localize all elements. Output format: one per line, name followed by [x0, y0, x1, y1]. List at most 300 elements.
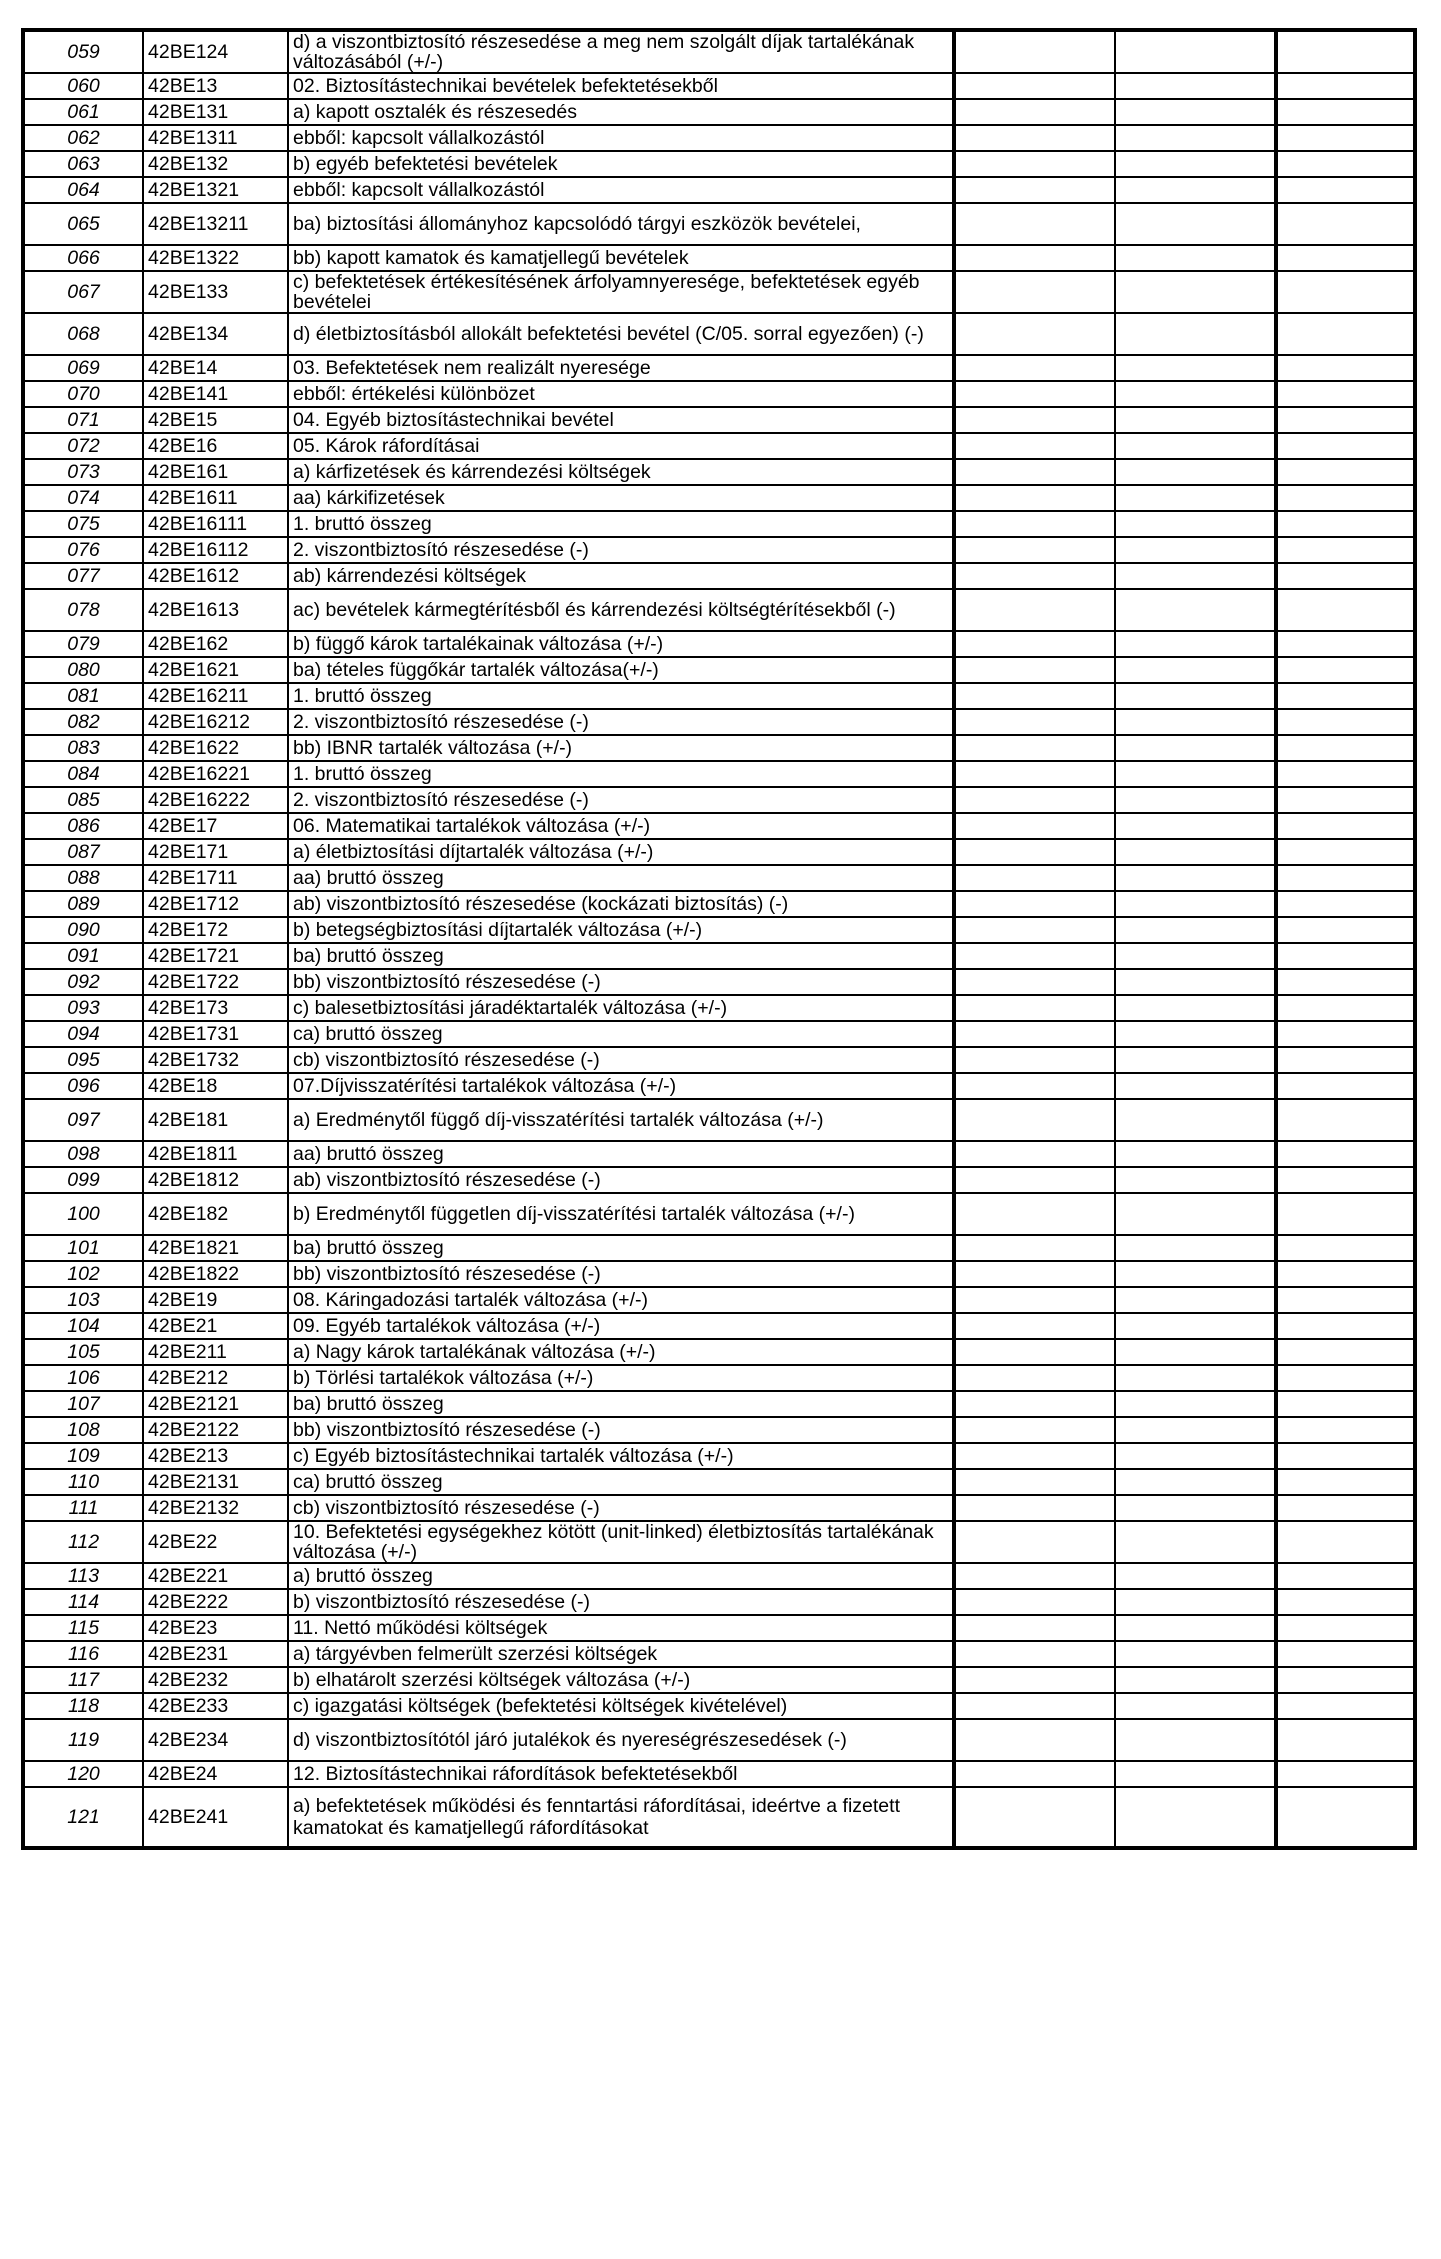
value-cell-2: [1115, 1417, 1276, 1443]
row-number: 092: [23, 969, 143, 995]
value-cell-3: [1276, 459, 1415, 485]
value-cell-2: [1115, 1469, 1276, 1495]
row-number: 108: [23, 1417, 143, 1443]
row-number: 082: [23, 709, 143, 735]
row-number: 063: [23, 151, 143, 177]
row-description: 1. bruttó összeg: [288, 683, 954, 709]
value-cell-1: [954, 1761, 1115, 1787]
row-description: ba) bruttó összeg: [288, 1235, 954, 1261]
value-cell-2: [1115, 943, 1276, 969]
value-cell-1: [954, 865, 1115, 891]
row-code: 42BE1311: [143, 125, 288, 151]
value-cell-1: [954, 1641, 1115, 1667]
table-row: [23, 1495, 1415, 1521]
row-number: 084: [23, 761, 143, 787]
value-cell-2: [1115, 1719, 1276, 1761]
value-cell-2: [1115, 1073, 1276, 1099]
value-cell-3: [1276, 943, 1415, 969]
value-cell-3: [1276, 1313, 1415, 1339]
row-description: aa) kárkifizetések: [288, 485, 954, 511]
row-description: aa) bruttó összeg: [288, 1141, 954, 1167]
value-cell-2: [1115, 433, 1276, 459]
table-row: [23, 1667, 1415, 1693]
row-code: 42BE16212: [143, 709, 288, 735]
table-row: [23, 865, 1415, 891]
row-number: 117: [23, 1667, 143, 1693]
value-cell-3: [1276, 1417, 1415, 1443]
value-cell-2: [1115, 839, 1276, 865]
table-row: [23, 1693, 1415, 1719]
value-cell-3: [1276, 1667, 1415, 1693]
value-cell-2: [1115, 271, 1276, 313]
table-row: [23, 709, 1415, 735]
row-code: 42BE1721: [143, 943, 288, 969]
table-row: [23, 683, 1415, 709]
row-code: 42BE131: [143, 99, 288, 125]
value-cell-3: [1276, 1365, 1415, 1391]
value-cell-1: [954, 943, 1115, 969]
value-cell-2: [1115, 631, 1276, 657]
table-row: [23, 1287, 1415, 1313]
value-cell-2: [1115, 891, 1276, 917]
value-cell-2: [1115, 1287, 1276, 1313]
value-cell-2: [1115, 537, 1276, 563]
row-code: 42BE233: [143, 1693, 288, 1719]
table-row: [23, 1099, 1415, 1141]
value-cell-2: [1115, 1099, 1276, 1141]
table-row: [23, 969, 1415, 995]
row-number: 070: [23, 381, 143, 407]
value-cell-1: [954, 73, 1115, 99]
row-description: a) bruttó összeg: [288, 1563, 954, 1589]
row-code: 42BE182: [143, 1193, 288, 1235]
row-description: 02. Biztosítástechnikai bevételek befektetésekből: [288, 73, 954, 99]
row-number: 067: [23, 271, 143, 313]
row-description: ba) bruttó összeg: [288, 943, 954, 969]
value-cell-1: [954, 1339, 1115, 1365]
row-number: 075: [23, 511, 143, 537]
row-code: 42BE1732: [143, 1047, 288, 1073]
table-row: [23, 203, 1415, 245]
value-cell-2: [1115, 1641, 1276, 1667]
table-row: [23, 589, 1415, 631]
table-row: [23, 1787, 1415, 1848]
row-code: 42BE1822: [143, 1261, 288, 1287]
row-number: 074: [23, 485, 143, 511]
row-description: bb) viszontbiztosító részesedése (-): [288, 1261, 954, 1287]
value-cell-3: [1276, 511, 1415, 537]
value-cell-2: [1115, 1021, 1276, 1047]
row-number: 121: [23, 1787, 143, 1848]
value-cell-1: [954, 1693, 1115, 1719]
value-cell-3: [1276, 1287, 1415, 1313]
row-number: 078: [23, 589, 143, 631]
value-cell-2: [1115, 30, 1276, 73]
row-description: 07.Díjvisszatérítési tartalékok változása (+/-): [288, 1073, 954, 1099]
value-cell-1: [954, 1417, 1115, 1443]
table-row: [23, 563, 1415, 589]
value-cell-2: [1115, 99, 1276, 125]
value-cell-2: [1115, 683, 1276, 709]
row-description: ba) bruttó összeg: [288, 1391, 954, 1417]
row-description: ab) kárrendezési költségek: [288, 563, 954, 589]
value-cell-2: [1115, 485, 1276, 511]
value-cell-2: [1115, 1521, 1276, 1563]
value-cell-3: [1276, 1495, 1415, 1521]
row-number: 095: [23, 1047, 143, 1073]
value-cell-1: [954, 1073, 1115, 1099]
table-row: [23, 735, 1415, 761]
row-description: a) kapott osztalék és részesedés: [288, 99, 954, 125]
value-cell-1: [954, 1141, 1115, 1167]
row-code: 42BE162: [143, 631, 288, 657]
row-code: 42BE15: [143, 407, 288, 433]
row-code: 42BE16211: [143, 683, 288, 709]
row-code: 42BE221: [143, 1563, 288, 1589]
value-cell-3: [1276, 1641, 1415, 1667]
row-code: 42BE124: [143, 30, 288, 73]
row-number: 096: [23, 1073, 143, 1099]
row-description: a) Nagy károk tartalékának változása (+/-): [288, 1339, 954, 1365]
table-row: [23, 995, 1415, 1021]
value-cell-2: [1115, 511, 1276, 537]
table-row: [23, 1589, 1415, 1615]
row-code: 42BE241: [143, 1787, 288, 1848]
row-description: bb) viszontbiztosító részesedése (-): [288, 969, 954, 995]
row-number: 085: [23, 787, 143, 813]
value-cell-2: [1115, 407, 1276, 433]
table-row: [23, 459, 1415, 485]
table-row: [23, 177, 1415, 203]
row-number: 088: [23, 865, 143, 891]
value-cell-1: [954, 1719, 1115, 1761]
value-cell-2: [1115, 657, 1276, 683]
value-cell-3: [1276, 1167, 1415, 1193]
row-description: 03. Befektetések nem realizált nyeresége: [288, 355, 954, 381]
row-number: 068: [23, 313, 143, 355]
value-cell-3: [1276, 1589, 1415, 1615]
value-cell-1: [954, 203, 1115, 245]
table-row: [23, 1641, 1415, 1667]
row-number: 071: [23, 407, 143, 433]
value-cell-1: [954, 969, 1115, 995]
value-cell-2: [1115, 1391, 1276, 1417]
row-description: b) Eredménytől független díj-visszatérítési tartalék változása (+/-): [288, 1193, 954, 1235]
row-description: 12. Biztosítástechnikai ráfordítások befektetésekből: [288, 1761, 954, 1787]
row-description: bb) viszontbiztosító részesedése (-): [288, 1417, 954, 1443]
value-cell-3: [1276, 761, 1415, 787]
row-description: b) függő károk tartalékainak változása (+/-): [288, 631, 954, 657]
value-cell-2: [1115, 151, 1276, 177]
value-cell-1: [954, 1287, 1115, 1313]
value-cell-3: [1276, 1261, 1415, 1287]
table-row: [23, 1719, 1415, 1761]
row-number: 104: [23, 1313, 143, 1339]
value-cell-1: [954, 485, 1115, 511]
value-cell-2: [1115, 589, 1276, 631]
row-description: 2. viszontbiztosító részesedése (-): [288, 709, 954, 735]
value-cell-3: [1276, 1693, 1415, 1719]
row-code: 42BE16222: [143, 787, 288, 813]
row-description: b) elhatárolt szerzési költségek változása (+/-): [288, 1667, 954, 1693]
row-description: 1. bruttó összeg: [288, 511, 954, 537]
value-cell-1: [954, 245, 1115, 271]
row-number: 087: [23, 839, 143, 865]
value-cell-3: [1276, 813, 1415, 839]
row-description: ebből: kapcsolt vállalkozástól: [288, 125, 954, 151]
row-description: a) Eredménytől függő díj-visszatérítési tartalék változása (+/-): [288, 1099, 954, 1141]
value-cell-3: [1276, 1141, 1415, 1167]
table-row: [23, 917, 1415, 943]
table-row: [23, 813, 1415, 839]
value-cell-2: [1115, 1313, 1276, 1339]
value-cell-1: [954, 30, 1115, 73]
row-code: 42BE17: [143, 813, 288, 839]
value-cell-1: [954, 459, 1115, 485]
value-cell-3: [1276, 891, 1415, 917]
row-number: 059: [23, 30, 143, 73]
row-number: 113: [23, 1563, 143, 1589]
table-row: [23, 1313, 1415, 1339]
row-number: 100: [23, 1193, 143, 1235]
value-cell-1: [954, 1167, 1115, 1193]
table-row: [23, 1021, 1415, 1047]
row-number: 064: [23, 177, 143, 203]
row-code: 42BE16221: [143, 761, 288, 787]
row-number: 118: [23, 1693, 143, 1719]
row-number: 110: [23, 1469, 143, 1495]
value-cell-1: [954, 1495, 1115, 1521]
row-code: 42BE181: [143, 1099, 288, 1141]
value-cell-1: [954, 355, 1115, 381]
value-cell-2: [1115, 1667, 1276, 1693]
value-cell-3: [1276, 245, 1415, 271]
row-code: 42BE1622: [143, 735, 288, 761]
row-description: 10. Befektetési egységekhez kötött (unit-linked) életbiztosítás tartalékának változása (+/-): [288, 1521, 954, 1563]
row-description: ab) viszontbiztosító részesedése (-): [288, 1167, 954, 1193]
table-row: [23, 943, 1415, 969]
row-number: 076: [23, 537, 143, 563]
value-cell-3: [1276, 537, 1415, 563]
row-code: 42BE232: [143, 1667, 288, 1693]
value-cell-2: [1115, 125, 1276, 151]
table-row: [23, 1167, 1415, 1193]
row-description: 09. Egyéb tartalékok változása (+/-): [288, 1313, 954, 1339]
value-cell-3: [1276, 73, 1415, 99]
row-number: 106: [23, 1365, 143, 1391]
table-row: [23, 1417, 1415, 1443]
value-cell-2: [1115, 1589, 1276, 1615]
value-cell-3: [1276, 1563, 1415, 1589]
table-row: [23, 761, 1415, 787]
table-row: [23, 1615, 1415, 1641]
value-cell-3: [1276, 1235, 1415, 1261]
value-cell-1: [954, 177, 1115, 203]
table-row: [23, 30, 1415, 73]
row-code: 42BE1322: [143, 245, 288, 271]
row-code: 42BE1731: [143, 1021, 288, 1047]
value-cell-3: [1276, 433, 1415, 459]
value-cell-3: [1276, 313, 1415, 355]
row-code: 42BE22: [143, 1521, 288, 1563]
table-row: [23, 1469, 1415, 1495]
row-number: 066: [23, 245, 143, 271]
value-cell-1: [954, 1047, 1115, 1073]
row-description: c) igazgatási költségek (befektetési költségek kivételével): [288, 1693, 954, 1719]
row-code: 42BE16111: [143, 511, 288, 537]
value-cell-1: [954, 891, 1115, 917]
table-body: [23, 30, 1415, 1848]
value-cell-1: [954, 657, 1115, 683]
table-row: [23, 657, 1415, 683]
row-code: 42BE1321: [143, 177, 288, 203]
value-cell-1: [954, 1667, 1115, 1693]
row-number: 107: [23, 1391, 143, 1417]
row-number: 112: [23, 1521, 143, 1563]
table-row: [23, 1521, 1415, 1563]
row-description: ca) bruttó összeg: [288, 1021, 954, 1047]
row-code: 42BE171: [143, 839, 288, 865]
row-code: 42BE2132: [143, 1495, 288, 1521]
value-cell-2: [1115, 1167, 1276, 1193]
value-cell-1: [954, 99, 1115, 125]
value-cell-2: [1115, 1615, 1276, 1641]
row-description: a) befektetések működési és fenntartási ráfordításai, ideértve a fizetett kamatokat és kamatjellegű ráfordításokat: [288, 1787, 954, 1848]
table-row: [23, 1193, 1415, 1235]
value-cell-1: [954, 735, 1115, 761]
row-code: 42BE133: [143, 271, 288, 313]
value-cell-3: [1276, 995, 1415, 1021]
row-code: 42BE222: [143, 1589, 288, 1615]
row-code: 42BE231: [143, 1641, 288, 1667]
row-description: 1. bruttó összeg: [288, 761, 954, 787]
table-row: [23, 433, 1415, 459]
value-cell-2: [1115, 563, 1276, 589]
value-cell-2: [1115, 245, 1276, 271]
value-cell-3: [1276, 709, 1415, 735]
value-cell-2: [1115, 459, 1276, 485]
value-cell-1: [954, 1261, 1115, 1287]
value-cell-2: [1115, 969, 1276, 995]
table-row: [23, 313, 1415, 355]
value-cell-1: [954, 1563, 1115, 1589]
value-cell-3: [1276, 355, 1415, 381]
row-description: c) balesetbiztosítási járadéktartalék változása (+/-): [288, 995, 954, 1021]
report-table: [21, 28, 1417, 1850]
row-number: 077: [23, 563, 143, 589]
row-code: 42BE141: [143, 381, 288, 407]
table-row: [23, 1563, 1415, 1589]
value-cell-3: [1276, 1099, 1415, 1141]
row-code: 42BE18: [143, 1073, 288, 1099]
table-row: [23, 73, 1415, 99]
table-row: [23, 355, 1415, 381]
value-cell-2: [1115, 1261, 1276, 1287]
value-cell-1: [954, 151, 1115, 177]
value-cell-2: [1115, 1787, 1276, 1848]
value-cell-1: [954, 761, 1115, 787]
table-row: [23, 631, 1415, 657]
row-description: 05. Károk ráfordításai: [288, 433, 954, 459]
table-row: [23, 1391, 1415, 1417]
value-cell-3: [1276, 1469, 1415, 1495]
table-row: [23, 151, 1415, 177]
row-code: 42BE211: [143, 1339, 288, 1365]
value-cell-3: [1276, 839, 1415, 865]
table-row: [23, 1141, 1415, 1167]
row-number: 061: [23, 99, 143, 125]
row-number: 115: [23, 1615, 143, 1641]
value-cell-2: [1115, 813, 1276, 839]
value-cell-2: [1115, 355, 1276, 381]
value-cell-1: [954, 1391, 1115, 1417]
row-code: 42BE16: [143, 433, 288, 459]
row-number: 114: [23, 1589, 143, 1615]
row-code: 42BE16112: [143, 537, 288, 563]
value-cell-3: [1276, 589, 1415, 631]
value-cell-3: [1276, 407, 1415, 433]
table-row: [23, 1365, 1415, 1391]
row-code: 42BE1612: [143, 563, 288, 589]
row-description: b) egyéb befektetési bevételek: [288, 151, 954, 177]
value-cell-2: [1115, 381, 1276, 407]
value-cell-1: [954, 381, 1115, 407]
row-description: ca) bruttó összeg: [288, 1469, 954, 1495]
table-row: [23, 245, 1415, 271]
row-number: 079: [23, 631, 143, 657]
value-cell-2: [1115, 313, 1276, 355]
value-cell-3: [1276, 381, 1415, 407]
row-description: cb) viszontbiztosító részesedése (-): [288, 1495, 954, 1521]
row-code: 42BE13211: [143, 203, 288, 245]
value-cell-1: [954, 709, 1115, 735]
row-description: b) Törlési tartalékok változása (+/-): [288, 1365, 954, 1391]
row-code: 42BE1611: [143, 485, 288, 511]
row-number: 083: [23, 735, 143, 761]
row-code: 42BE234: [143, 1719, 288, 1761]
value-cell-1: [954, 589, 1115, 631]
row-description: 04. Egyéb biztosítástechnikai bevétel: [288, 407, 954, 433]
table-row: [23, 1443, 1415, 1469]
row-number: 101: [23, 1235, 143, 1261]
value-cell-2: [1115, 761, 1276, 787]
value-cell-1: [954, 631, 1115, 657]
row-number: 065: [23, 203, 143, 245]
value-cell-2: [1115, 1495, 1276, 1521]
row-number: 097: [23, 1099, 143, 1141]
row-number: 081: [23, 683, 143, 709]
table-row: [23, 99, 1415, 125]
value-cell-3: [1276, 631, 1415, 657]
value-cell-2: [1115, 1235, 1276, 1261]
value-cell-1: [954, 1521, 1115, 1563]
table-row: [23, 1073, 1415, 1099]
table-row: [23, 485, 1415, 511]
row-description: d) a viszontbiztosító részesedése a meg nem szolgált díjak tartalékának változásából (+/-): [288, 30, 954, 73]
row-code: 42BE132: [143, 151, 288, 177]
value-cell-1: [954, 433, 1115, 459]
value-cell-1: [954, 563, 1115, 589]
value-cell-1: [954, 1193, 1115, 1235]
value-cell-3: [1276, 1521, 1415, 1563]
value-cell-3: [1276, 865, 1415, 891]
value-cell-1: [954, 839, 1115, 865]
row-number: 099: [23, 1167, 143, 1193]
row-description: ba) tételes függőkár tartalék változása(+/-): [288, 657, 954, 683]
value-cell-3: [1276, 1761, 1415, 1787]
row-description: b) viszontbiztosító részesedése (-): [288, 1589, 954, 1615]
value-cell-3: [1276, 271, 1415, 313]
